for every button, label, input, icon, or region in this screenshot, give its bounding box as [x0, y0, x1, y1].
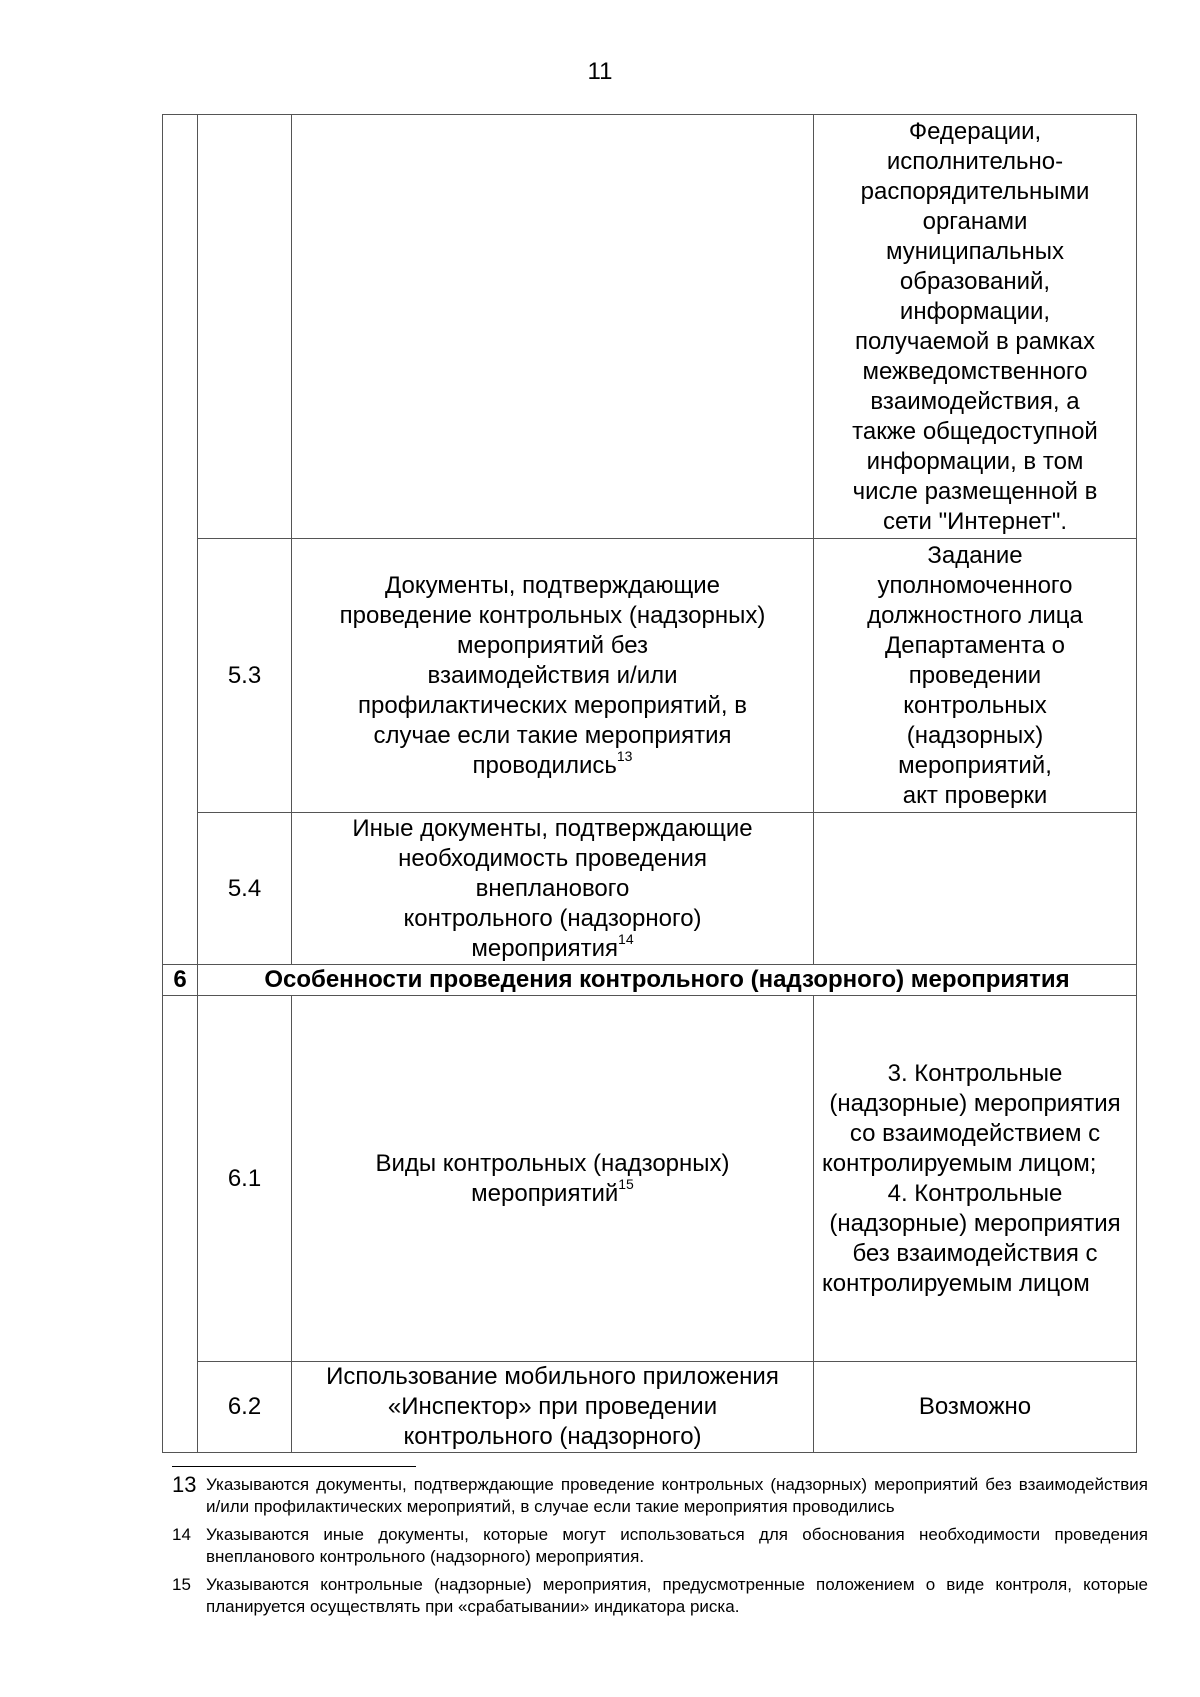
row-value-cell: Задание уполномоченного должностного лица Департамента о проведении контрольных (надзорных) мероприятий, акт проверки	[814, 539, 1137, 813]
footnote-ref[interactable]: 13	[616, 747, 633, 764]
footnote-separator	[172, 1466, 416, 1467]
table-row	[163, 115, 1137, 539]
row-name-cell	[292, 813, 814, 965]
row-value-cell: Возможно	[814, 1362, 1137, 1453]
section-header-row	[163, 965, 1137, 996]
row-name-cell	[292, 539, 814, 813]
row-name-cell	[292, 115, 814, 539]
row-name-text: Иные документы, подтверждающие необходимость проведения внепланового контрольного (надзорного) мероприятия	[352, 814, 753, 962]
footnote-number: 14	[172, 1525, 191, 1544]
table-row	[163, 996, 1137, 1362]
row-number-cell: 5.3	[198, 539, 292, 813]
footnote-number: 13	[172, 1472, 197, 1497]
row-number-cell: 6.1	[198, 996, 292, 1362]
row-number-cell: 6.2	[198, 1362, 292, 1453]
footnote-text: Указываются документы, подтверждающие проведение контрольных (надзорных) мероприятий без взаимодействия и/или профилактических мероприятий, в случае если такие мероприятия проводились	[206, 1475, 1148, 1516]
section-number: 6	[163, 965, 198, 996]
row-name-text: Документы, подтверждающие проведение контрольных (надзорных) мероприятий без взаимодействия и/или профилактических мероприятий, в случае если такие мероприятия проводились	[339, 571, 766, 779]
footnote-number: 15	[172, 1575, 191, 1594]
row-name-cell: Использование мобильного приложения «Инспектор» при проведении контрольного (надзорного)	[292, 1362, 814, 1453]
page-number: 11	[587, 58, 613, 85]
table-row	[163, 813, 1137, 965]
footnote	[172, 1574, 1148, 1618]
footnote	[172, 1524, 1148, 1568]
row-number-cell: 5.4	[198, 813, 292, 965]
requirements-table	[162, 114, 1137, 1453]
section-title: Особенности проведения контрольного (надзорного) мероприятия	[198, 965, 1137, 996]
footnote-ref[interactable]: 15	[618, 1175, 634, 1192]
row-number-cell	[198, 115, 292, 539]
table-row	[163, 1362, 1137, 1453]
row-value-cell: Федерации, исполнительно- распорядительными органами муниципальных образований, информации, получаемой в рамках межведомственного взаимодействия, а также общедоступной информации, в том числе размещенной в сети "Интернет".	[814, 115, 1137, 539]
row-name-text: Виды контрольных (надзорных) мероприятий	[375, 1149, 730, 1207]
footnote-text: Указываются контрольные (надзорные) мероприятия, предусмотренные положением о виде контроля, которые планируется осуществлять при «срабатывании» индикатора риска.	[206, 1575, 1148, 1616]
row-value-cell	[814, 813, 1137, 965]
footnote	[172, 1474, 1148, 1518]
section-cell	[163, 115, 198, 965]
section-cell	[163, 996, 198, 1453]
row-value-cell: 3. Контрольные (надзорные) мероприятия со взаимодействием с контролируемым лицом; 4. Контрольные (надзорные) мероприятия без взаимодействия с контролируемым лицом	[814, 996, 1137, 1362]
footnote-ref[interactable]: 14	[618, 930, 634, 947]
table-row	[163, 539, 1137, 813]
row-name-cell	[292, 996, 814, 1362]
footnote-text: Указываются иные документы, которые могут использоваться для обоснования необходимости проведения внепланового контрольного (надзорного) мероприятия.	[206, 1525, 1148, 1566]
